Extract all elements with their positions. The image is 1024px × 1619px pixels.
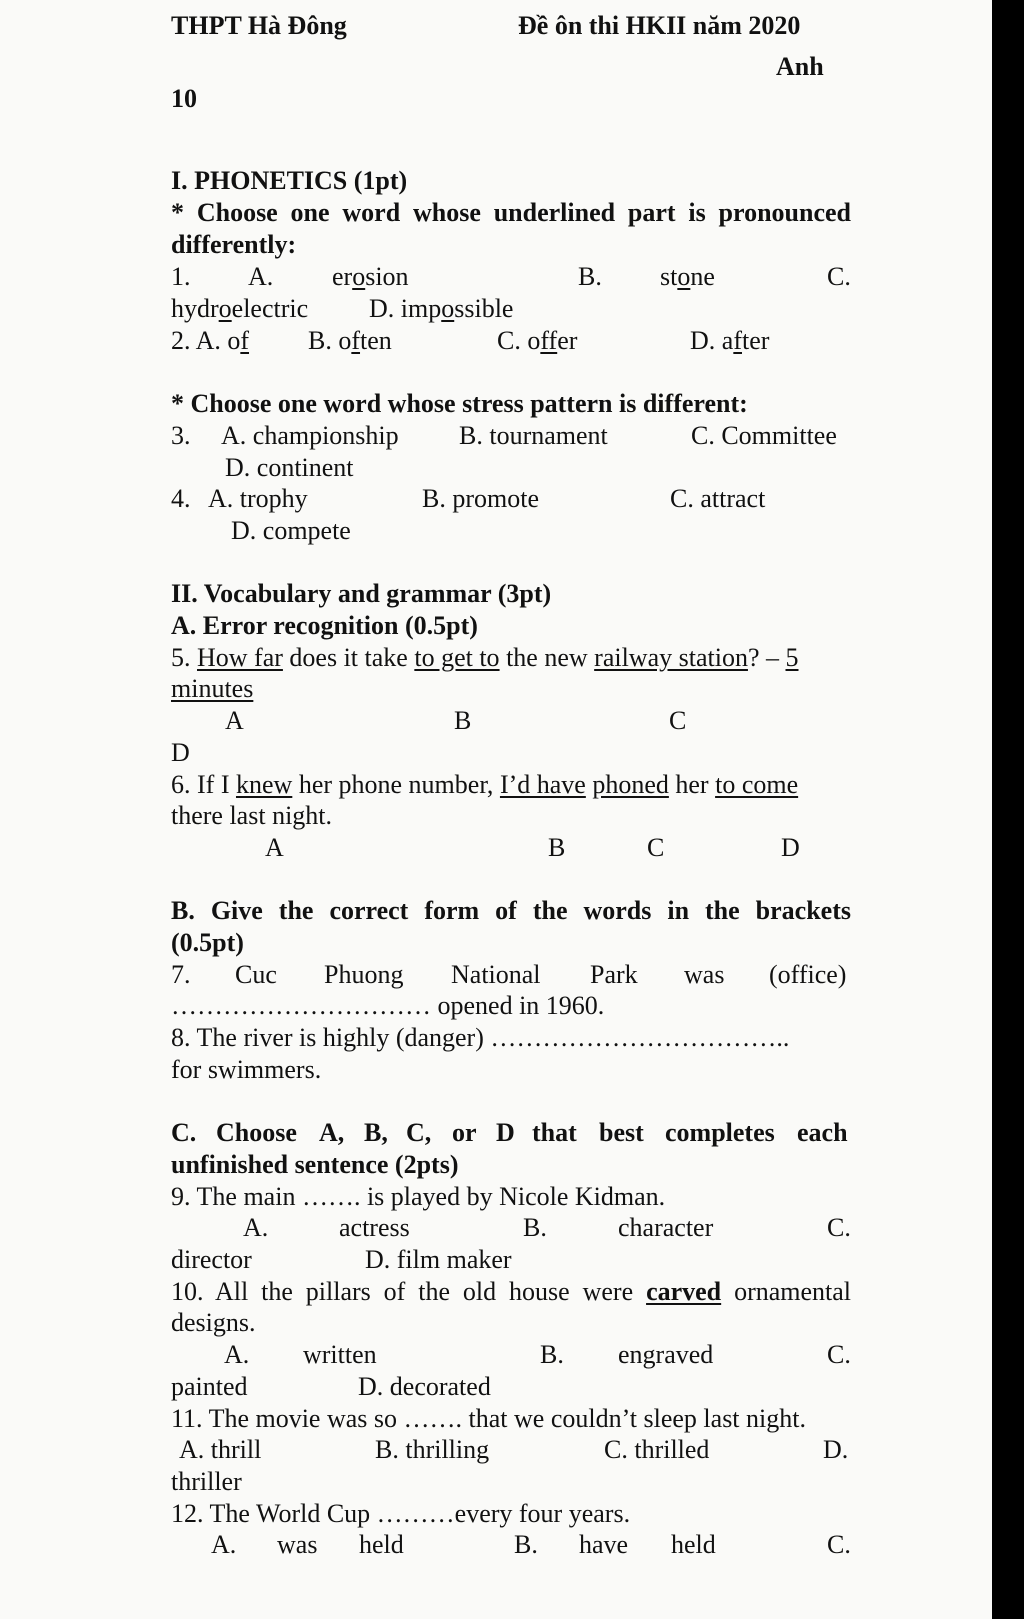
question-5: 5. How far does it take to get to the new railway station? – 5 bbox=[171, 643, 799, 672]
q6-label-b: B bbox=[548, 833, 566, 862]
question-9: 9. The main ……. is played by Nicole Kidman. bbox=[171, 1182, 666, 1211]
question-1: 1. A. erosion B. stone C. bbox=[171, 262, 851, 291]
q9-options: A. actress B. character C. bbox=[243, 1213, 851, 1242]
q10-options: A. written B. engraved C. bbox=[224, 1340, 851, 1369]
question-1-cont bbox=[171, 293, 851, 325]
question-8: 8. The river is highly (danger) …………………………….. bbox=[171, 1023, 790, 1052]
q6-label-a: A bbox=[265, 833, 284, 862]
question-6: 6. If I knew her phone number, I’d have phoned her to come bbox=[171, 770, 799, 799]
error-recognition-title: A. Error recognition (0.5pt) bbox=[171, 611, 478, 640]
question-10-cont: designs. bbox=[171, 1308, 256, 1337]
subject-line-a: Anh bbox=[776, 52, 824, 81]
q2-option-a: 2. A. of bbox=[171, 326, 250, 355]
q2-option-d: D. after bbox=[690, 326, 770, 355]
q2-option-b: B. often bbox=[308, 326, 392, 355]
question-2 bbox=[171, 325, 851, 357]
choose-title-cont: unfinished sentence (2pts) bbox=[171, 1150, 459, 1179]
q5-option-d-cont: minutes bbox=[171, 674, 254, 703]
question-7: 7. Cuc Phuong National Park was (office) bbox=[171, 960, 847, 989]
exam-title: Đề ôn thi HKII năm 2020 bbox=[518, 11, 801, 40]
question-11: 11. The movie was so ……. that we couldn’t sleep last night. bbox=[171, 1404, 806, 1433]
question-10: 10. All the pillars of the old house were carved ornamental bbox=[171, 1277, 852, 1306]
question-12: 12. The World Cup ………every four years. bbox=[171, 1499, 631, 1528]
q1-option-a: erosion bbox=[332, 262, 409, 291]
q1-option-d: D. impossible bbox=[369, 294, 514, 323]
school-name: THPT Hà Đông bbox=[171, 11, 347, 40]
q11-options: A. thrill B. thrilling C. thrilled D. bbox=[179, 1435, 849, 1464]
phonetics-instruction-1: * Choose one word whose underlined part is pronounced bbox=[171, 198, 851, 227]
wordform-title-cont: (0.5pt) bbox=[171, 928, 244, 957]
question-7-cont: ………………………… opened in 1960. bbox=[171, 991, 605, 1020]
right-edge-bar bbox=[992, 0, 1024, 1619]
question-6-cont: there last night. bbox=[171, 801, 333, 830]
question-8-cont: for swimmers. bbox=[171, 1055, 322, 1084]
phonetics-instruction-2: * Choose one word whose stress pattern is different: bbox=[171, 389, 748, 418]
phonetics-instruction-1-cont: differently: bbox=[171, 230, 297, 259]
subject-line-b: 10 bbox=[171, 84, 197, 113]
q4-option-d: D. compete bbox=[231, 516, 351, 545]
q12-options: A. was held B. have held C. bbox=[211, 1530, 851, 1559]
q1-option-b: stone bbox=[660, 262, 715, 291]
q9-options-cont: director D. film maker bbox=[171, 1245, 512, 1274]
choose-title: C. Choose A, B, C, or D that best completes each bbox=[171, 1118, 848, 1147]
q5-label-b: B bbox=[454, 706, 472, 735]
q6-label-c: C bbox=[647, 833, 665, 862]
wordform-title: B. Give the correct form of the words in the brackets bbox=[171, 896, 851, 925]
q10-options-cont: painted D. decorated bbox=[171, 1372, 491, 1401]
q6-label-d: D bbox=[781, 833, 800, 862]
q2-option-c: C. offer bbox=[497, 326, 578, 355]
section-vocab-title: II. Vocabulary and grammar (3pt) bbox=[171, 579, 552, 608]
q3-option-d: D. continent bbox=[225, 453, 354, 482]
question-3: 3. A. championship B. tournament C. Committee bbox=[171, 421, 837, 450]
section-phonetics-title: I. PHONETICS (1pt) bbox=[171, 166, 408, 195]
q5-label-d: D bbox=[171, 738, 190, 767]
q1-option-c: hydroelectric bbox=[171, 294, 309, 323]
q5-label-c: C bbox=[669, 706, 687, 735]
q11-option-d: thriller bbox=[171, 1467, 242, 1496]
q5-label-a: A bbox=[225, 706, 244, 735]
question-4: 4. A. trophy B. promote C. attract bbox=[171, 484, 766, 513]
